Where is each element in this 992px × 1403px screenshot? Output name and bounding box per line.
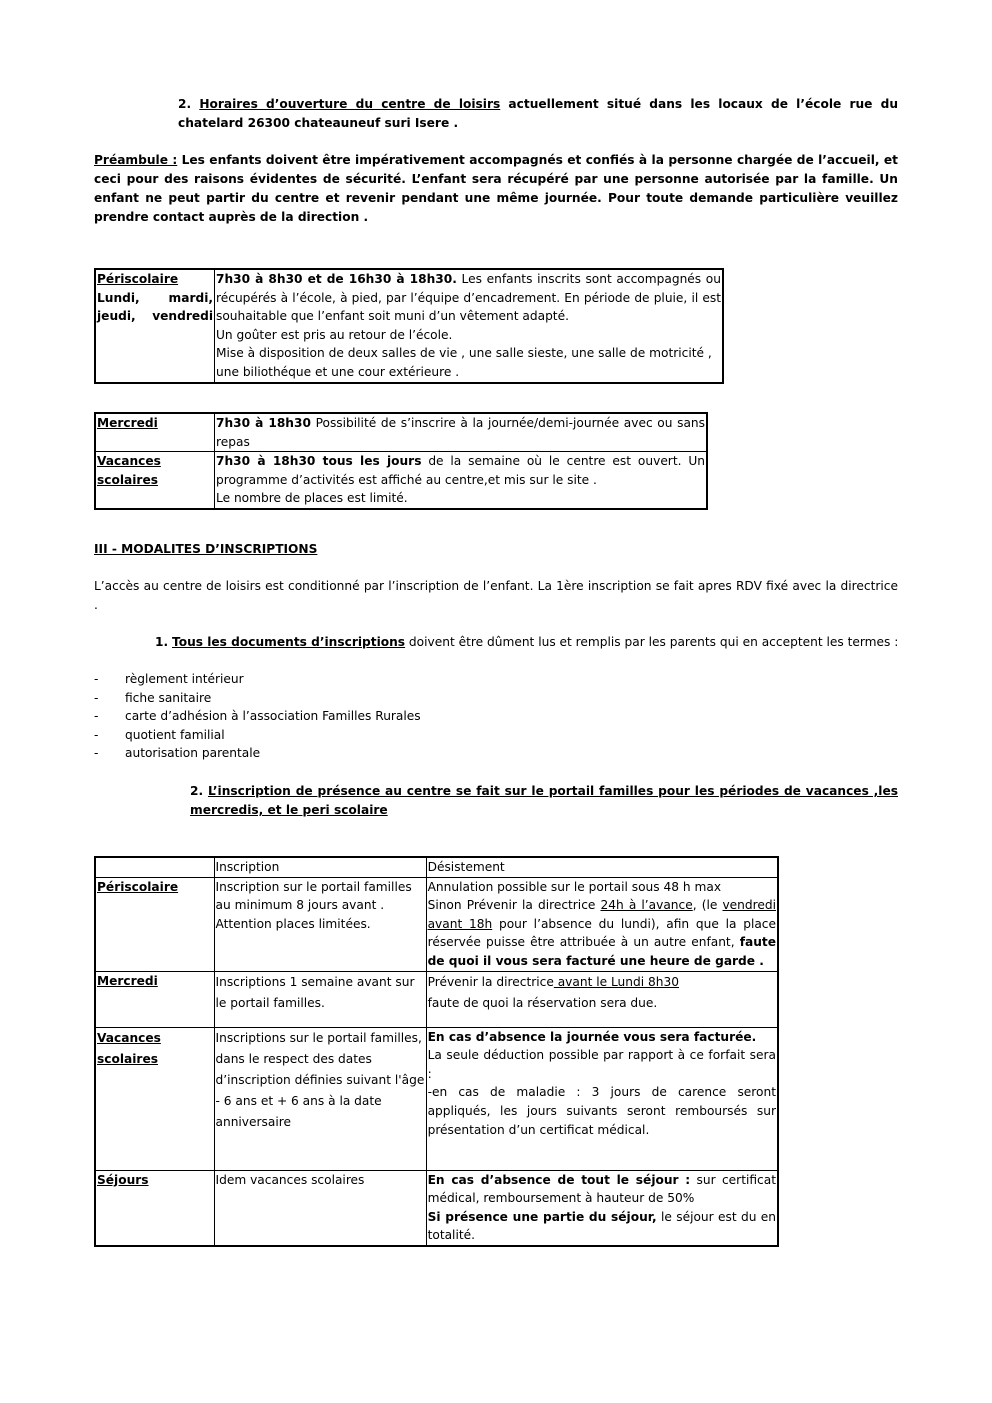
table-row xyxy=(95,1027,778,1170)
row-label-periscolaire: Périscolaire xyxy=(97,879,179,894)
preamble-paragraph xyxy=(94,151,898,227)
mercredi-desistement: Prévenir la directrice avant le Lundi 8h30 faute de quoi la réservation sera due. xyxy=(426,971,778,1027)
row-label-mercredi: Mercredi xyxy=(97,973,158,988)
vacances-text: de la semaine où le centre est ouvert. Un programme d’activités est affiché au centre,et mis sur le site . xyxy=(216,454,705,487)
row-label-sejours: Séjours xyxy=(97,1172,149,1187)
section-3-title: III - MODALITES D’INSCRIPTIONS xyxy=(94,542,318,556)
periscolaire-text: Les enfants inscrits sont accompagnés ou récupérés à l’école, à pied, par l’équipe d’encadrement. En période de pluie, il est souhaitable que l’enfant soit muni d’un vêtement adapté. xyxy=(216,272,721,324)
list-item: - autorisation parentale xyxy=(94,746,261,761)
row-label-vacances: Vacances scolaires xyxy=(97,1030,161,1066)
list-item: - fiche sanitaire xyxy=(94,690,212,705)
periscolaire-gouter: Un goûter est pris au retour de l’école. xyxy=(216,327,453,342)
preamble-text: Les enfants doivent être impérativement accompagnés et confiés à la personne chargée de l’accueil, et ceci pour des raisons évidentes de sécurité. L’enfant sera récupéré par une personne autorisée par la famille. Un enfant ne peut partir du centre et revenir pendant une même journée. Pour toute demande particulière veuillez prendre contact auprès de la direction . xyxy=(94,153,898,224)
list-item: - carte d’adhésion à l’association Familles Rurales xyxy=(94,709,421,724)
item-2-heading xyxy=(125,782,898,820)
section-3-intro: L’accès au centre de loisirs est conditionné par l’inscription de l’enfant. La 1ère inscription se fait apres RDV fixé avec la directrice . xyxy=(94,579,898,612)
header-desistement: Désistement xyxy=(426,857,778,877)
sejours-desistement: En cas d’absence de tout le séjour : sur certificat médical, remboursement à hauteur de 50% Si présence une partie du séjour, le séjour est du en totalité. xyxy=(426,1170,778,1246)
item-1-title: Tous les documents d’inscriptions xyxy=(172,635,406,649)
mercredi-label-cell xyxy=(95,413,215,452)
periscolaire-inscription: Inscription sur le portail familles au minimum 8 jours avant . Attention places limitées. xyxy=(214,877,426,971)
registration-table xyxy=(94,856,779,1247)
mercredi-inscription: Inscriptions 1 semaine avant sur le portail familles. xyxy=(214,971,426,1027)
periscolaire-hours: 7h30 à 8h30 et de 16h30 à 18h30. xyxy=(216,272,457,286)
preamble-label: Préambule : xyxy=(94,153,178,167)
periscolaire-label-cell xyxy=(95,269,215,383)
table-row xyxy=(95,1170,778,1246)
mercredi-hours: 7h30 à 18h30 xyxy=(216,416,311,430)
item-1-number: 1. xyxy=(155,635,169,649)
periscolaire-days: Lundi, mardi, jeudi, vendredi xyxy=(97,290,213,324)
mercredi-label: Mercredi xyxy=(97,416,158,430)
periscolaire-rooms: Mise à disposition de deux salles de vie , une salle sieste, une salle de motricité , une biliothéque et une cour extérieure . xyxy=(216,346,712,379)
mercredi-details-cell xyxy=(215,413,708,452)
section-2-heading xyxy=(178,95,898,133)
vacances-desistement: En cas d’absence la journée vous sera facturée. La seule déduction possible par rapport à ce forfait sera : -en cas de maladie : 3 jours de carence seront appliqués, les jours suivants seront remboursés sur présentation d’un certificat médical. xyxy=(426,1027,778,1170)
periscolaire-label: Périscolaire xyxy=(97,272,179,286)
table-row xyxy=(95,452,707,509)
item-1-heading xyxy=(155,633,900,652)
table-row xyxy=(95,877,778,971)
documents-list xyxy=(94,670,421,763)
table-row xyxy=(95,413,707,452)
table-header-row xyxy=(95,857,778,877)
section-2-number: 2. xyxy=(178,97,192,111)
list-item: - règlement intérieur xyxy=(94,672,244,686)
item-1-text: doivent être dûment lus et remplis par les parents qui en acceptent les termes : xyxy=(405,635,899,649)
mercredi-text: Possibilité de s’inscrire à la journée/demi-journée avec ou sans repas xyxy=(216,416,705,449)
vacances-label-cell xyxy=(95,452,215,509)
vacances-details-cell xyxy=(215,452,708,509)
periscolaire-desistement: Annulation possible sur le portail sous 48 h max Sinon Prévenir la directrice 24h à l’avance, (le vendredi avant 18h pour l’absence du lundi), afin que la place réservée puisse être attribuée à un autre enfant, faute de quoi il vous sera facturé une heure de garde . xyxy=(426,877,778,971)
item-2-number: 2. xyxy=(190,784,204,798)
vacances-hours: 7h30 à 18h30 tous les jours xyxy=(216,454,422,469)
section-2-title: Horaires d’ouverture du centre de loisirs xyxy=(199,97,501,111)
vacances-inscription: Inscriptions sur le portail familles, dans le respect des dates d’inscription définies suivant l'âge - 6 ans et + 6 ans à la date anniversaire xyxy=(214,1027,426,1170)
list-item: - quotient familial xyxy=(94,727,225,742)
periscolaire-details-cell xyxy=(215,269,724,383)
header-empty xyxy=(95,857,214,877)
item-2-title: L’inscription de présence au centre se fait sur le portail familles pour les périodes de vacances ,les mercredis, et le peri scolaire xyxy=(190,784,898,817)
table-row xyxy=(95,269,723,383)
vacances-label: Vacances scolaires xyxy=(97,454,161,487)
hours-table-periscolaire xyxy=(94,268,724,384)
table-row xyxy=(95,971,778,1027)
vacances-places: Le nombre de places est limité. xyxy=(216,491,408,506)
sejours-inscription: Idem vacances scolaires xyxy=(214,1170,426,1246)
header-inscription: Inscription xyxy=(214,857,426,877)
section-2-text: actuellement situé dans les locaux de l’école rue du chatelard 26300 chateauneuf suri Isere . xyxy=(178,97,898,130)
hours-table-mercredi-vacances xyxy=(94,412,708,510)
